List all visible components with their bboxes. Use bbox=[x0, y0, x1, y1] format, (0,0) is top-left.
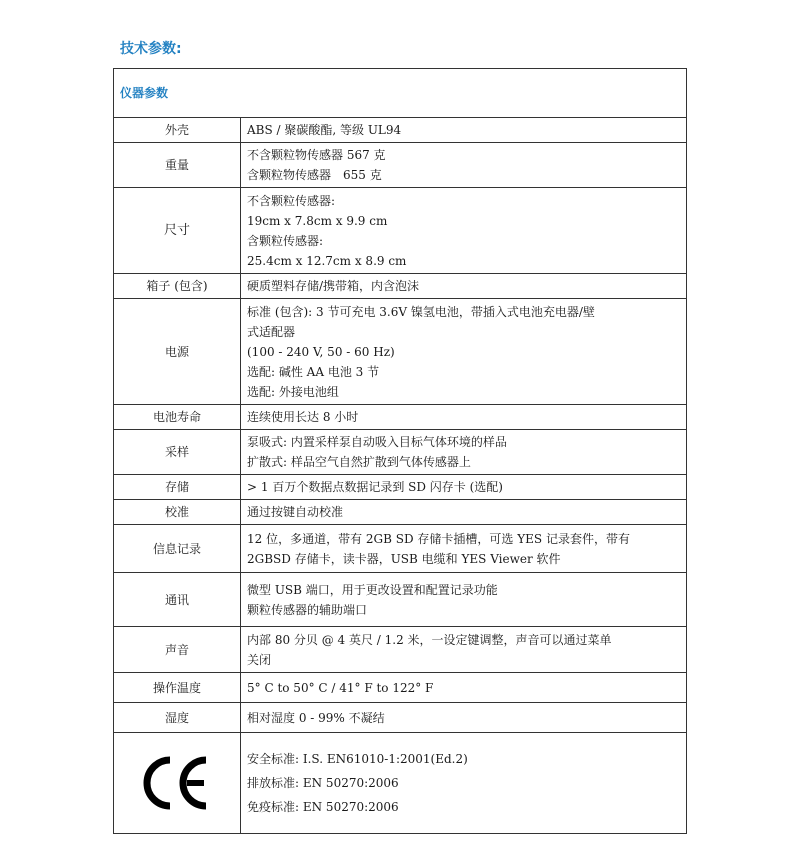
certification-row bbox=[114, 733, 687, 834]
row-value: 微型 USB 端口，用于更改设置和配置记录功能 颗粒传感器的辅助端口 bbox=[241, 573, 687, 627]
table-row bbox=[114, 430, 687, 475]
table-row bbox=[114, 188, 687, 274]
row-value: 通过按键自动校准 bbox=[241, 500, 687, 525]
row-label: 操作温度 bbox=[114, 673, 241, 703]
row-label: 采样 bbox=[114, 430, 241, 475]
row-label: 信息记录 bbox=[114, 525, 241, 573]
row-value: 不含颗粒传感器: 19cm x 7.8cm x 9.9 cm 含颗粒传感器: 25.4cm x 12.7cm x 8.9 cm bbox=[241, 188, 687, 274]
row-label: 尺寸 bbox=[114, 188, 241, 274]
table-row bbox=[114, 274, 687, 299]
row-label: 校准 bbox=[114, 500, 241, 525]
row-value: 内部 80 分贝 @ 4 英尺 / 1.2 米，一设定键调整，声音可以通过菜单 关闭 bbox=[241, 627, 687, 673]
section-title: 技术参数: bbox=[120, 41, 182, 57]
row-label: 外壳 bbox=[114, 118, 241, 143]
row-value: 泵吸式: 内置采样泵自动吸入目标气体环境的样品 扩散式: 样品空气自然扩散到气体传感器上 bbox=[241, 430, 687, 475]
row-label: 声音 bbox=[114, 627, 241, 673]
table-row bbox=[114, 143, 687, 188]
row-label: 通讯 bbox=[114, 573, 241, 627]
table-row bbox=[114, 673, 687, 703]
row-value: ABS / 聚碳酸酯, 等级 UL94 bbox=[241, 118, 687, 143]
row-label: 电池寿命 bbox=[114, 405, 241, 430]
safety-standard: 安全标准: I.S. EN61010-1:2001(Ed.2) bbox=[247, 752, 468, 766]
row-value: 5° C to 50° C / 41° F to 122° F bbox=[241, 673, 687, 703]
table-heading: 仪器参数 bbox=[114, 69, 687, 118]
row-value: 不含颗粒物传感器 567 克 含颗粒物传感器 655 克 bbox=[241, 143, 687, 188]
table-row bbox=[114, 405, 687, 430]
row-value: 标准 (包含): 3 节可充电 3.6V 镍氢电池，带插入式电池充电器/壁 式适配器 (100 - 240 V, 50 - 60 Hz) 选配: 碱性 AA 电池 3 节 选配: 外接电池组 bbox=[241, 299, 687, 405]
ce-mark-cell bbox=[114, 733, 241, 834]
table-heading-row bbox=[114, 69, 687, 118]
table-row bbox=[114, 118, 687, 143]
spec-table bbox=[113, 68, 687, 834]
table-row bbox=[114, 703, 687, 733]
table-row bbox=[114, 525, 687, 573]
row-label: 重量 bbox=[114, 143, 241, 188]
row-value: 相对湿度 0 - 99% 不凝结 bbox=[241, 703, 687, 733]
row-label: 电源 bbox=[114, 299, 241, 405]
table-row bbox=[114, 627, 687, 673]
table-row bbox=[114, 500, 687, 525]
row-value: 12 位，多通道，带有 2GB SD 存储卡插槽，可选 YES 记录套件，带有 2GBSD 存储卡，读卡器，USB 电缆和 YES Viewer 软件 bbox=[241, 525, 687, 573]
ce-mark-logo bbox=[140, 752, 214, 814]
row-label: 湿度 bbox=[114, 703, 241, 733]
row-value: 连续使用长达 8 小时 bbox=[241, 405, 687, 430]
table-row bbox=[114, 475, 687, 500]
table-row bbox=[114, 573, 687, 627]
certification-standards bbox=[241, 733, 687, 834]
immunity-standard: 免疫标准: EN 50270:2006 bbox=[247, 800, 399, 814]
row-value: > 1 百万个数据点数据记录到 SD 闪存卡 (选配) bbox=[241, 475, 687, 500]
row-value: 硬质塑料存储/携带箱，内含泡沫 bbox=[241, 274, 687, 299]
row-label: 箱子 (包含) bbox=[114, 274, 241, 299]
table-row bbox=[114, 299, 687, 405]
emission-standard: 排放标准: EN 50270:2006 bbox=[247, 776, 399, 790]
row-label: 存储 bbox=[114, 475, 241, 500]
